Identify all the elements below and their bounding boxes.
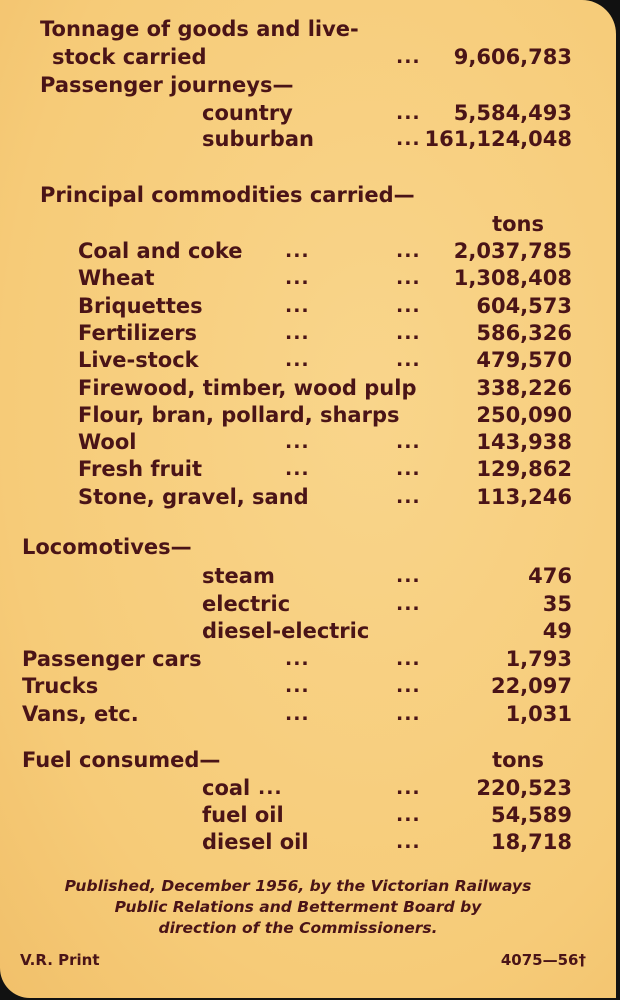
commodity-value: 250,090 (476, 403, 572, 427)
fuel-oil-value: 54,589 (490, 803, 572, 827)
passenger-cars-value: 1,793 (505, 647, 572, 671)
passenger-journeys-heading: Passenger journeys— (40, 73, 294, 97)
diesel-electric-label: diesel-electric (202, 619, 370, 643)
leader-dots: ... (285, 431, 310, 453)
publisher-line-1: Published, December 1956, by the Victorian Railways (64, 877, 532, 895)
leader-dots: ... (285, 648, 310, 670)
locomotives-heading: Locomotives— (22, 535, 192, 559)
commodity-label: Live-stock (78, 348, 199, 372)
commodity-label: Wheat (78, 266, 155, 290)
country-label: country (202, 101, 293, 125)
tonnage-label-line1: Tonnage of goods and live- (40, 17, 359, 41)
trucks-label: Trucks (22, 674, 99, 698)
coal-value: 220,523 (476, 776, 572, 800)
leader-dots: ... (396, 458, 421, 480)
commodity-label: Briquettes (78, 294, 203, 318)
leader-dots: ... (396, 486, 421, 508)
leader-dots: ... (396, 349, 421, 371)
leader-dots: ... (396, 322, 421, 344)
commodity-label: Flour, bran, pollard, sharps (78, 403, 400, 427)
commodity-label: Stone, gravel, sand (78, 485, 309, 509)
leader-dots: ... (396, 102, 421, 124)
leader-dots: ... (396, 431, 421, 453)
leader-dots: ... (285, 349, 310, 371)
suburban-value: 161,124,048 (424, 127, 572, 151)
steam-label: steam (202, 564, 275, 588)
leader-dots: ... (396, 703, 421, 725)
leader-dots: ... (396, 128, 421, 150)
commodity-label: Firewood, timber, wood pulp (78, 376, 417, 400)
commodity-value: 143,938 (476, 430, 572, 454)
commodity-value: 113,246 (476, 485, 572, 509)
commodity-value: 479,570 (476, 348, 572, 372)
leader-dots: ... (396, 267, 421, 289)
leader-dots: ... (396, 648, 421, 670)
leader-dots: ... (285, 458, 310, 480)
electric-label: electric (202, 592, 291, 616)
commodity-value: 586,326 (476, 321, 572, 345)
commodity-value: 1,308,408 (453, 266, 572, 290)
tonnage-label-line2: stock carried (52, 45, 207, 69)
leader-dots: ... (285, 675, 310, 697)
leader-dots: ... (396, 804, 421, 826)
publisher-line-2: Public Relations and Betterment Board by (114, 898, 482, 916)
leader-dots: ... (285, 295, 310, 317)
leader-dots: ... (396, 295, 421, 317)
leader-dots: ... (396, 46, 421, 68)
country-value: 5,584,493 (453, 101, 572, 125)
coal-label: coal (202, 776, 251, 800)
commodity-label: Fresh fruit (78, 457, 203, 481)
diesel-electric-value: 49 (542, 619, 572, 643)
leader-dots: ... (396, 831, 421, 853)
fuel-heading: Fuel consumed— (22, 748, 221, 772)
leader-dots: ... (396, 240, 421, 262)
steam-value: 476 (528, 564, 572, 588)
vans-label: Vans, etc. (22, 702, 139, 726)
leader-dots: ... (396, 593, 421, 615)
fuel-oil-label: fuel oil (202, 803, 284, 827)
publisher-line-3: direction of the Commissioners. (158, 919, 438, 937)
fuel-unit: tons (492, 748, 544, 772)
leader-dots: ... (396, 565, 421, 587)
commodity-label: Wool (78, 430, 137, 454)
leader-dots: ... (285, 267, 310, 289)
print-code: 4075—56† (500, 951, 586, 969)
leader-dots: ... (285, 240, 310, 262)
commodity-value: 604,573 (476, 294, 572, 318)
commodities-heading: Principal commodities carried— (40, 183, 415, 207)
commodity-value: 2,037,785 (453, 239, 572, 263)
passenger-cars-label: Passenger cars (22, 647, 202, 671)
diesel-oil-label: diesel oil (202, 830, 309, 854)
commodity-label: Coal and coke (78, 239, 243, 263)
trucks-value: 22,097 (490, 674, 572, 698)
tonnage-value: 9,606,783 (453, 45, 572, 69)
leader-dots: ... (258, 777, 283, 799)
commodities-unit: tons (492, 212, 544, 236)
leader-dots: ... (396, 675, 421, 697)
electric-value: 35 (542, 592, 572, 616)
commodity-label: Fertilizers (78, 321, 198, 345)
commodity-value: 338,226 (476, 376, 572, 400)
printer-credit: V.R. Print (20, 951, 100, 969)
leader-dots: ... (285, 703, 310, 725)
commodity-value: 129,862 (476, 457, 572, 481)
leader-dots: ... (396, 777, 421, 799)
suburban-label: suburban (202, 127, 314, 151)
leader-dots: ... (285, 322, 310, 344)
vans-value: 1,031 (505, 702, 572, 726)
diesel-oil-value: 18,718 (490, 830, 572, 854)
